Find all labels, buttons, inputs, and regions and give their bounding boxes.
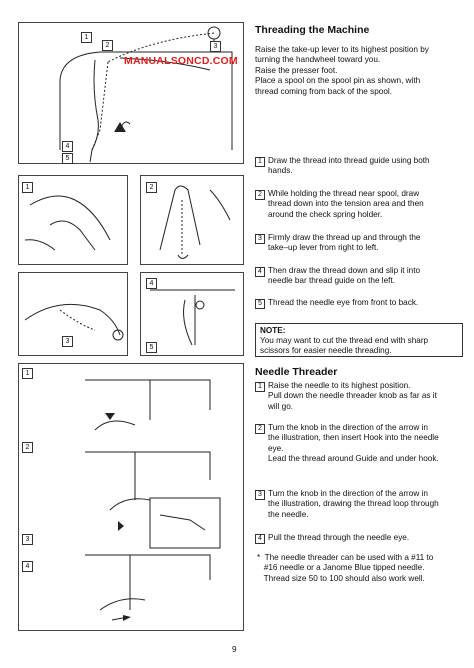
intro-line: turning the handwheel toward you. xyxy=(255,55,381,65)
step-line: will go. xyxy=(268,401,294,411)
step-number: 2 xyxy=(255,424,265,434)
threader-step-3 xyxy=(255,489,460,520)
intro-line: Raise the take-up lever to its highest position by xyxy=(255,45,429,54)
threader-step-2 xyxy=(255,423,460,465)
step-line: Draw the thread into thread guide using both xyxy=(268,156,430,165)
footnote xyxy=(257,553,465,584)
main-label-5: 5 xyxy=(62,153,73,164)
step-line: Pull the thread through the needle eye. xyxy=(268,533,410,542)
threader-label-2: 2 xyxy=(22,442,33,453)
step-line: Turn the knob in the direction of the arrow in xyxy=(268,423,428,432)
main-label-4: 4 xyxy=(62,141,73,152)
step-line: the needle. xyxy=(268,509,309,519)
watermark: MANUALSONCD.COM xyxy=(124,55,238,67)
footnote-line: * The needle threader can be used with a #11 to xyxy=(257,553,434,562)
step-number: 1 xyxy=(255,157,265,167)
threader-step-1 xyxy=(255,381,460,412)
step-line: Turn the knob in the direction of the arrow in xyxy=(268,489,428,498)
intro-line: thread coming from back of the spool. xyxy=(255,86,392,96)
footnote-line: #16 needle or a Janome Blue tipped needle. xyxy=(257,563,425,573)
threading-step-3 xyxy=(255,233,460,254)
step-line: Raise the needle to its highest position. xyxy=(268,381,411,390)
step-number: 5 xyxy=(255,299,265,309)
step-line: the illustration, drawing the thread loop through xyxy=(268,499,439,509)
note-line: You may want to cut the thread end with sharp xyxy=(260,336,429,346)
step-number: 4 xyxy=(255,534,265,544)
step-number: 3 xyxy=(255,234,265,244)
note-title: NOTE: xyxy=(260,326,286,335)
needle-threader-title: Needle Threader xyxy=(255,366,338,378)
threading-step-1 xyxy=(255,156,460,177)
threader-label-3: 3 xyxy=(22,534,33,545)
step-number: 2 xyxy=(255,190,265,200)
threading-intro xyxy=(255,45,467,97)
step-line: needle bar thread guide on the left. xyxy=(268,276,396,286)
note-box xyxy=(255,323,463,357)
threading-step-2 xyxy=(255,189,460,220)
step-line: Then draw the thread down and slip it into xyxy=(268,266,421,275)
step-line: Pull down the needle threader knob as far as it xyxy=(268,391,437,401)
threading-step-5 xyxy=(255,298,460,308)
step-number: 4 xyxy=(255,267,265,277)
detail-label-5: 5 xyxy=(146,342,157,353)
threader-step-4 xyxy=(255,533,460,543)
threading-title: Threading the Machine xyxy=(255,24,370,36)
main-label-2: 2 xyxy=(102,40,113,51)
step-number: 1 xyxy=(255,382,265,392)
main-label-1: 1 xyxy=(81,32,92,43)
step-number: 3 xyxy=(255,490,265,500)
detail-label-2: 2 xyxy=(146,182,157,193)
step-line: Thread the needle eye from front to back. xyxy=(268,298,419,307)
step-line: eye. xyxy=(268,443,284,453)
step-line: around the check spring holder. xyxy=(268,209,383,219)
detail-label-4: 4 xyxy=(146,278,157,289)
threading-step-4 xyxy=(255,266,460,287)
step-line: take–up lever from right to left. xyxy=(268,243,379,253)
note-line: scissors for easier needle threading. xyxy=(260,346,392,356)
intro-line: Raise the presser foot. xyxy=(255,65,338,75)
detail-label-3: 3 xyxy=(62,336,73,347)
threader-label-1: 1 xyxy=(22,368,33,379)
step-line: the illustration, then insert Hook into the needle xyxy=(268,433,439,443)
page-number: 9 xyxy=(232,645,237,654)
step-line: While holding the thread near spool, draw xyxy=(268,189,420,198)
detail-label-1: 1 xyxy=(22,182,33,193)
main-label-3: 3 xyxy=(210,41,221,52)
step-line: Firmly draw the thread up and through the xyxy=(268,233,421,242)
threader-label-4: 4 xyxy=(22,561,33,572)
step-line: thread down into the tension area and then xyxy=(268,199,424,209)
intro-line: Place a spool on the spool pin as shown, with xyxy=(255,76,421,86)
step-line: hands. xyxy=(268,166,293,176)
step-line: Lead the thread around Guide and under hook. xyxy=(268,454,439,464)
footnote-line: Thread size 50 to 100 should also work well. xyxy=(257,573,425,583)
